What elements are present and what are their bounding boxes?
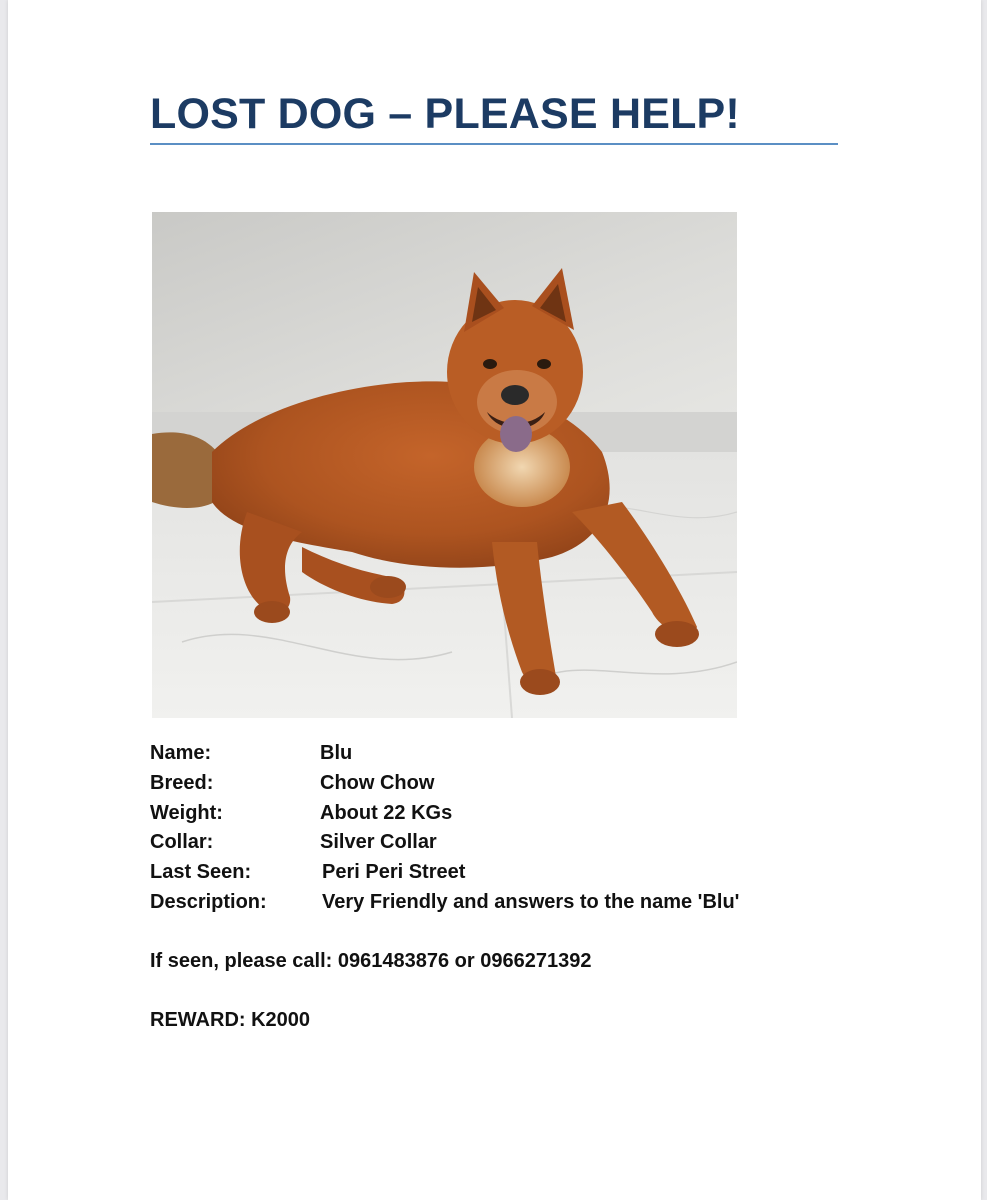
reward-line: REWARD: K2000 <box>150 1009 311 1031</box>
contact-line: If seen, please call: 0961483876 or 0966271392 <box>150 950 592 972</box>
collar-label: Collar: <box>150 831 214 854</box>
name-label: Name: <box>150 742 212 764</box>
dog-photo <box>152 212 737 718</box>
breed-label: Breed: <box>150 771 214 794</box>
description-label: Description: <box>150 890 267 913</box>
last-seen-value: Peri Peri Street <box>322 861 466 884</box>
flyer-page <box>8 0 981 1200</box>
flyer-title: LOST DOG – PLEASE HELP! <box>150 90 740 138</box>
collar-value: Silver Collar <box>320 831 437 854</box>
description-value: Very Friendly and answers to the name 'Blu' <box>322 890 740 913</box>
weight-value: About 22 KGs <box>320 801 453 824</box>
name-value: Blu <box>320 742 353 764</box>
weight-label: Weight: <box>150 801 223 824</box>
breed-value: Chow Chow <box>320 771 435 794</box>
title-underline <box>150 143 838 145</box>
last-seen-label: Last Seen: <box>150 861 252 884</box>
